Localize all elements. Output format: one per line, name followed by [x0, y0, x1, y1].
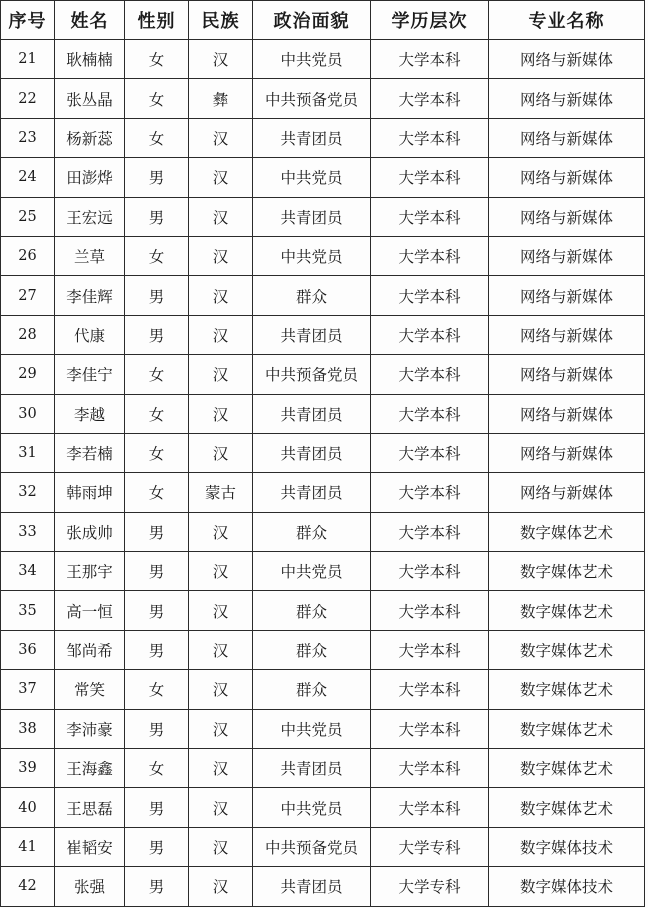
cell-ethnicity: 彝: [189, 79, 253, 118]
table-row: [1, 749, 645, 788]
cell-gender: 男: [125, 709, 189, 748]
cell-serial-number: 34: [1, 552, 55, 591]
cell-name: 韩雨坤: [55, 473, 125, 512]
table-row: [1, 355, 645, 394]
cell-education-level: 大学本科: [371, 749, 489, 788]
cell-education-level: 大学本科: [371, 591, 489, 630]
cell-name: 崔韬安: [55, 827, 125, 866]
cell-serial-number: 23: [1, 118, 55, 157]
cell-political-status: 共青团员: [253, 118, 371, 157]
cell-name: 张强: [55, 867, 125, 906]
cell-serial-number: 40: [1, 788, 55, 827]
cell-education-level: 大学本科: [371, 236, 489, 275]
cell-education-level: 大学本科: [371, 276, 489, 315]
cell-ethnicity: 汉: [189, 433, 253, 472]
cell-serial-number: 21: [1, 40, 55, 79]
cell-serial-number: 39: [1, 749, 55, 788]
table-row: [1, 788, 645, 827]
cell-gender: 女: [125, 236, 189, 275]
cell-serial-number: 27: [1, 276, 55, 315]
cell-serial-number: 37: [1, 670, 55, 709]
cell-major: 网络与新媒体: [489, 355, 645, 394]
cell-education-level: 大学本科: [371, 512, 489, 551]
cell-ethnicity: 汉: [189, 867, 253, 906]
cell-education-level: 大学本科: [371, 788, 489, 827]
cell-major: 数字媒体艺术: [489, 630, 645, 669]
cell-serial-number: 30: [1, 394, 55, 433]
cell-major: 数字媒体艺术: [489, 552, 645, 591]
cell-name: 高一恒: [55, 591, 125, 630]
cell-name: 王那宇: [55, 552, 125, 591]
cell-education-level: 大学本科: [371, 433, 489, 472]
cell-name: 王海鑫: [55, 749, 125, 788]
cell-ethnicity: 汉: [189, 236, 253, 275]
cell-serial-number: 31: [1, 433, 55, 472]
cell-gender: 女: [125, 670, 189, 709]
cell-ethnicity: 汉: [189, 827, 253, 866]
cell-name: 杨新蕊: [55, 118, 125, 157]
header-name: 姓名: [55, 1, 125, 40]
cell-education-level: 大学本科: [371, 552, 489, 591]
cell-ethnicity: 汉: [189, 118, 253, 157]
cell-major: 网络与新媒体: [489, 433, 645, 472]
cell-ethnicity: 汉: [189, 788, 253, 827]
cell-major: 网络与新媒体: [489, 197, 645, 236]
table-row: [1, 827, 645, 866]
cell-name: 耿楠楠: [55, 40, 125, 79]
cell-political-status: 群众: [253, 276, 371, 315]
cell-serial-number: 26: [1, 236, 55, 275]
table-row: [1, 709, 645, 748]
cell-political-status: 中共预备党员: [253, 79, 371, 118]
cell-political-status: 群众: [253, 591, 371, 630]
header-row: [1, 1, 645, 40]
cell-gender: 男: [125, 827, 189, 866]
cell-education-level: 大学本科: [371, 315, 489, 354]
cell-gender: 男: [125, 867, 189, 906]
cell-gender: 男: [125, 630, 189, 669]
header-education-level: 学历层次: [371, 1, 489, 40]
cell-education-level: 大学本科: [371, 158, 489, 197]
cell-ethnicity: 汉: [189, 40, 253, 79]
table-row: [1, 512, 645, 551]
cell-political-status: 中共党员: [253, 552, 371, 591]
cell-gender: 女: [125, 749, 189, 788]
cell-political-status: 中共党员: [253, 158, 371, 197]
cell-major: 网络与新媒体: [489, 315, 645, 354]
table-row: [1, 315, 645, 354]
cell-name: 李佳宁: [55, 355, 125, 394]
cell-gender: 男: [125, 158, 189, 197]
cell-political-status: 共青团员: [253, 394, 371, 433]
cell-ethnicity: 汉: [189, 512, 253, 551]
table-row: [1, 40, 645, 79]
cell-political-status: 共青团员: [253, 867, 371, 906]
cell-gender: 女: [125, 473, 189, 512]
cell-political-status: 群众: [253, 670, 371, 709]
cell-education-level: 大学本科: [371, 709, 489, 748]
header-political-status: 政治面貌: [253, 1, 371, 40]
header-major: 专业名称: [489, 1, 645, 40]
table-row: [1, 552, 645, 591]
cell-ethnicity: 汉: [189, 315, 253, 354]
table-body: [1, 40, 645, 907]
table-row: [1, 630, 645, 669]
cell-name: 代康: [55, 315, 125, 354]
table-row: [1, 197, 645, 236]
header-serial-number: 序号: [1, 1, 55, 40]
cell-political-status: 中共党员: [253, 236, 371, 275]
table-row: [1, 158, 645, 197]
cell-gender: 女: [125, 433, 189, 472]
cell-political-status: 中共党员: [253, 788, 371, 827]
cell-gender: 男: [125, 512, 189, 551]
cell-gender: 男: [125, 591, 189, 630]
cell-political-status: 中共预备党员: [253, 827, 371, 866]
cell-gender: 男: [125, 788, 189, 827]
cell-major: 网络与新媒体: [489, 118, 645, 157]
cell-political-status: 共青团员: [253, 749, 371, 788]
cell-major: 数字媒体艺术: [489, 670, 645, 709]
cell-ethnicity: 蒙古: [189, 473, 253, 512]
cell-serial-number: 42: [1, 867, 55, 906]
cell-serial-number: 36: [1, 630, 55, 669]
cell-ethnicity: 汉: [189, 276, 253, 315]
cell-education-level: 大学本科: [371, 473, 489, 512]
cell-major: 数字媒体技术: [489, 867, 645, 906]
cell-name: 李若楠: [55, 433, 125, 472]
cell-name: 张成帅: [55, 512, 125, 551]
cell-ethnicity: 汉: [189, 552, 253, 591]
cell-political-status: 共青团员: [253, 473, 371, 512]
cell-gender: 女: [125, 79, 189, 118]
cell-political-status: 共青团员: [253, 197, 371, 236]
table-row: [1, 473, 645, 512]
cell-education-level: 大学专科: [371, 827, 489, 866]
cell-major: 数字媒体艺术: [489, 512, 645, 551]
header-ethnicity: 民族: [189, 1, 253, 40]
cell-ethnicity: 汉: [189, 591, 253, 630]
cell-major: 网络与新媒体: [489, 473, 645, 512]
cell-gender: 男: [125, 552, 189, 591]
cell-education-level: 大学本科: [371, 670, 489, 709]
cell-ethnicity: 汉: [189, 630, 253, 669]
cell-education-level: 大学本科: [371, 394, 489, 433]
cell-serial-number: 28: [1, 315, 55, 354]
cell-name: 田澎烨: [55, 158, 125, 197]
table-row: [1, 394, 645, 433]
cell-political-status: 中共预备党员: [253, 355, 371, 394]
table-header: [1, 1, 645, 40]
cell-education-level: 大学本科: [371, 79, 489, 118]
cell-serial-number: 38: [1, 709, 55, 748]
header-gender: 性别: [125, 1, 189, 40]
table-row: [1, 433, 645, 472]
cell-major: 网络与新媒体: [489, 40, 645, 79]
cell-ethnicity: 汉: [189, 749, 253, 788]
cell-serial-number: 29: [1, 355, 55, 394]
cell-name: 兰草: [55, 236, 125, 275]
cell-education-level: 大学本科: [371, 630, 489, 669]
cell-major: 数字媒体艺术: [489, 591, 645, 630]
cell-name: 李沛豪: [55, 709, 125, 748]
cell-major: 数字媒体艺术: [489, 788, 645, 827]
cell-major: 网络与新媒体: [489, 276, 645, 315]
table-row: [1, 118, 645, 157]
cell-name: 李佳辉: [55, 276, 125, 315]
cell-name: 邹尚希: [55, 630, 125, 669]
table-row: [1, 79, 645, 118]
cell-ethnicity: 汉: [189, 670, 253, 709]
cell-political-status: 共青团员: [253, 315, 371, 354]
cell-education-level: 大学本科: [371, 40, 489, 79]
cell-major: 网络与新媒体: [489, 79, 645, 118]
cell-major: 数字媒体技术: [489, 827, 645, 866]
cell-name: 王思磊: [55, 788, 125, 827]
table-row: [1, 276, 645, 315]
table-row: [1, 591, 645, 630]
cell-gender: 女: [125, 118, 189, 157]
cell-name: 李越: [55, 394, 125, 433]
table-row: [1, 867, 645, 906]
cell-education-level: 大学本科: [371, 355, 489, 394]
cell-major: 网络与新媒体: [489, 158, 645, 197]
table-row: [1, 670, 645, 709]
cell-education-level: 大学本科: [371, 118, 489, 157]
cell-political-status: 群众: [253, 630, 371, 669]
table-row: [1, 236, 645, 275]
cell-major: 网络与新媒体: [489, 236, 645, 275]
cell-serial-number: 41: [1, 827, 55, 866]
cell-major: 数字媒体艺术: [489, 749, 645, 788]
cell-serial-number: 32: [1, 473, 55, 512]
cell-gender: 女: [125, 394, 189, 433]
cell-serial-number: 33: [1, 512, 55, 551]
cell-major: 网络与新媒体: [489, 394, 645, 433]
cell-education-level: 大学专科: [371, 867, 489, 906]
cell-serial-number: 24: [1, 158, 55, 197]
cell-gender: 女: [125, 40, 189, 79]
cell-political-status: 中共党员: [253, 709, 371, 748]
cell-political-status: 群众: [253, 512, 371, 551]
cell-ethnicity: 汉: [189, 158, 253, 197]
cell-name: 张丛晶: [55, 79, 125, 118]
cell-ethnicity: 汉: [189, 709, 253, 748]
cell-gender: 女: [125, 355, 189, 394]
cell-gender: 男: [125, 197, 189, 236]
cell-serial-number: 22: [1, 79, 55, 118]
cell-ethnicity: 汉: [189, 394, 253, 433]
cell-major: 数字媒体艺术: [489, 709, 645, 748]
cell-ethnicity: 汉: [189, 355, 253, 394]
cell-ethnicity: 汉: [189, 197, 253, 236]
cell-serial-number: 35: [1, 591, 55, 630]
cell-political-status: 共青团员: [253, 433, 371, 472]
cell-political-status: 中共党员: [253, 40, 371, 79]
cell-gender: 男: [125, 276, 189, 315]
cell-name: 王宏远: [55, 197, 125, 236]
cell-gender: 男: [125, 315, 189, 354]
cell-education-level: 大学本科: [371, 197, 489, 236]
cell-serial-number: 25: [1, 197, 55, 236]
cell-name: 常笑: [55, 670, 125, 709]
